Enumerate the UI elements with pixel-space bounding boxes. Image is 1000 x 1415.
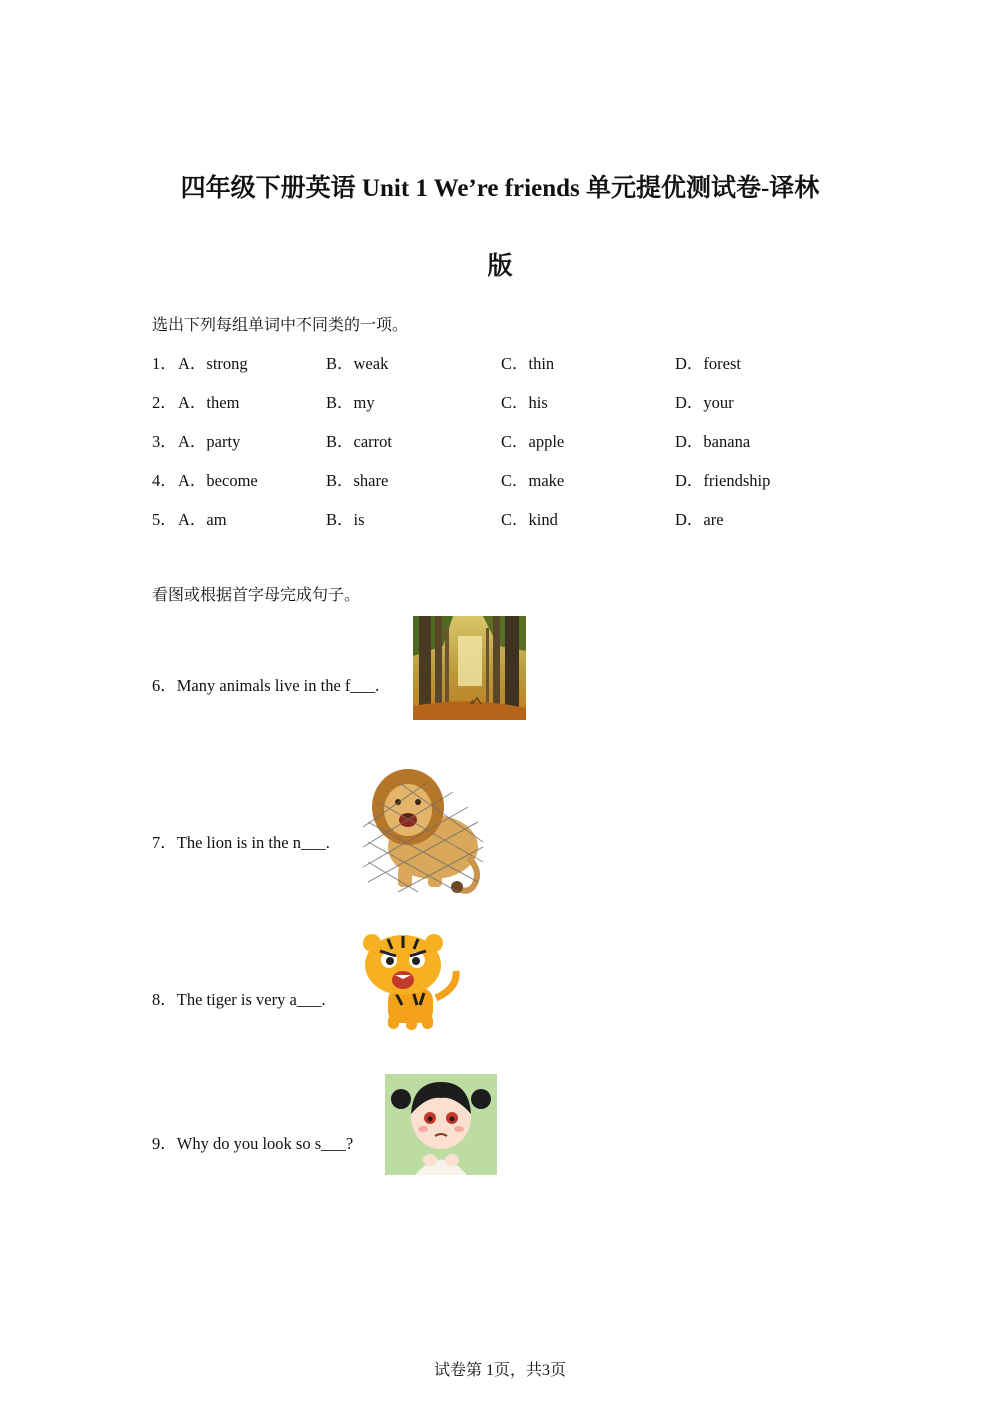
option-a: A．them — [178, 393, 240, 412]
fill-sentence-8: 8．The tiger is very a___. — [152, 990, 326, 1009]
fill-sentence-9: 9．Why do you look so s___? — [152, 1134, 354, 1153]
option-b: B．weak — [326, 354, 389, 373]
option-d: D．friendship — [675, 471, 771, 490]
sad-girl-image — [385, 1074, 497, 1175]
section-instruction-2: 看图或根据首字母完成句子。 — [152, 585, 361, 604]
fill-sentence-6: 6．Many animals live in the f___. — [152, 676, 380, 695]
question-number: 2． — [152, 393, 177, 412]
lion-in-net-image — [358, 762, 486, 895]
option-c: C．kind — [501, 510, 558, 529]
question-number: 3． — [152, 432, 177, 451]
option-b: B．my — [326, 393, 375, 412]
option-a: A．become — [178, 471, 258, 490]
forest-image — [413, 616, 526, 720]
option-b: B．carrot — [326, 432, 392, 451]
option-b: B．is — [326, 510, 365, 529]
fill-sentence-7: 7．The lion is in the n___. — [152, 833, 330, 852]
question-row-3 — [152, 428, 852, 450]
option-d: D．forest — [675, 354, 741, 373]
option-a: A．party — [178, 432, 241, 451]
question-row-5 — [152, 506, 852, 528]
option-c: C．apple — [501, 432, 565, 451]
page-title: 四年级下册英语 Unit 1 We’re friends 单元提优测试卷-译林 — [180, 175, 820, 202]
question-number: 1． — [152, 354, 177, 373]
question-row-2 — [152, 389, 852, 411]
option-c: C．his — [501, 393, 548, 412]
section-instruction-1: 选出下列每组单词中不同类的一项。 — [152, 315, 409, 334]
question-number: 4． — [152, 471, 177, 490]
angry-tiger-image — [358, 933, 462, 1035]
option-c: C．make — [501, 471, 565, 490]
option-d: D．your — [675, 393, 734, 412]
option-a: A．strong — [178, 354, 248, 373]
page-footer: 试卷第 1页，共3页 — [433, 1362, 566, 1379]
question-number: 5． — [152, 510, 177, 529]
option-b: B．share — [326, 471, 389, 490]
page-title-continued: 版 — [487, 253, 513, 280]
option-d: D．banana — [675, 432, 751, 451]
question-row-1 — [152, 350, 852, 372]
option-a: A．am — [178, 510, 227, 529]
question-row-4 — [152, 467, 852, 489]
option-c: C．thin — [501, 354, 555, 373]
option-d: D．are — [675, 510, 724, 529]
